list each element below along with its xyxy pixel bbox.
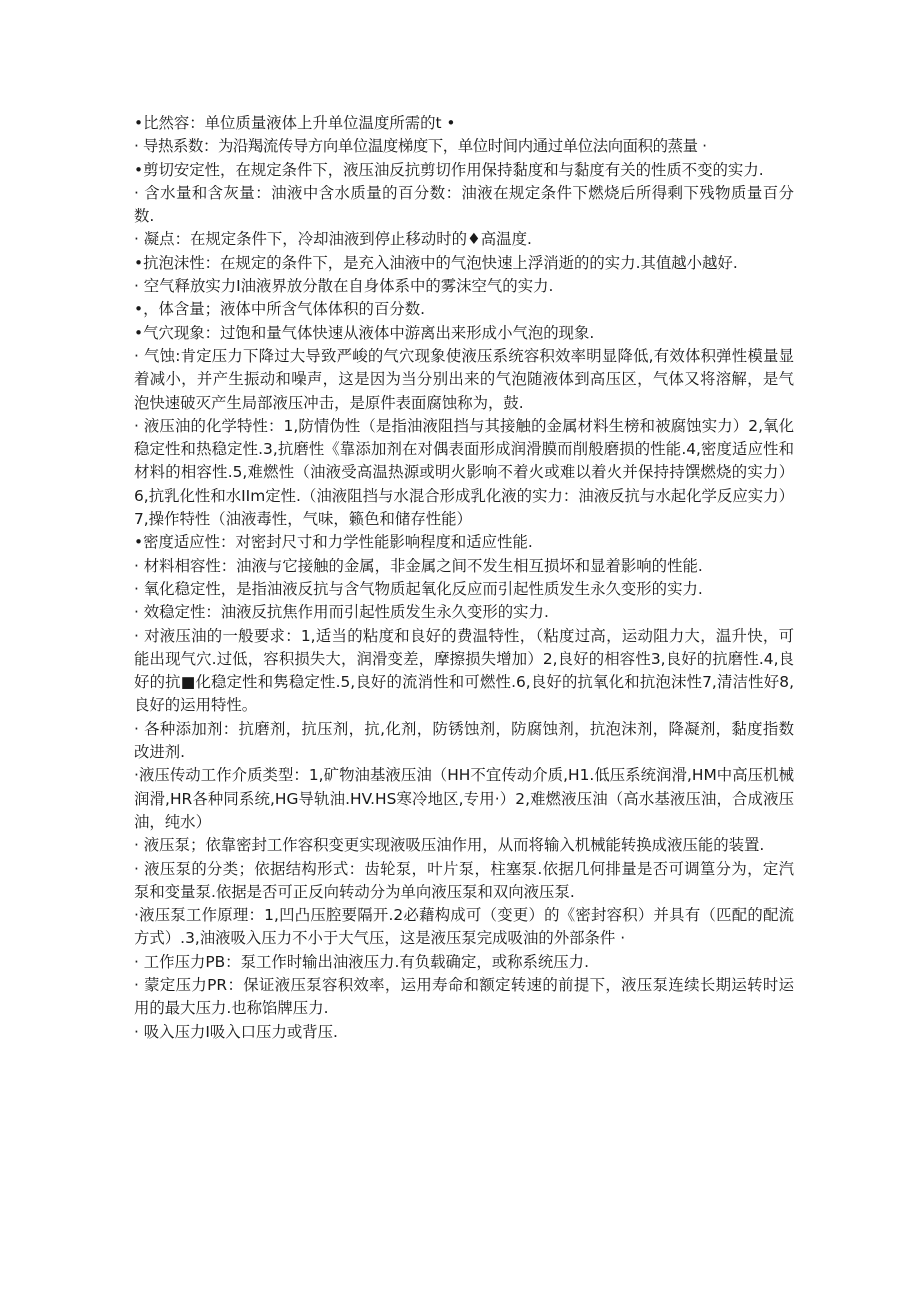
paragraph-shear-stability: •剪切安定性，在规定条件下，液压油反抗剪切作用保持黏度和与黏度有关的性质不变的实力.	[134, 160, 764, 179]
paragraph-pour-point: · 凝点：在规定条件下，冷却油液到停止移动时的♦高温度.	[134, 230, 532, 249]
paragraph-gas-content: •，体含量；液体中所含气体体积的百分数.	[134, 300, 426, 319]
paragraph-oxidation-stability: · 氧化稳定性，是指油液反抗与含气物质起氧化反应而引起性质发生永久变形的实力.	[134, 579, 703, 598]
paragraph-seal-adaptability: •密度适应性：对密封尺寸和力学性能影响程度和适应性能.	[134, 533, 533, 552]
paragraph-cavitation: •气穴现象：过饱和量气体快速从液体中游离出来形成小气泡的现象.	[134, 323, 595, 342]
paragraph-specific-heat: •比然容：单位质量液体上升单位温度所需的t •	[134, 114, 456, 132]
paragraph-hydraulic-pump: · 液压泵；依靠密封工作容积变更实现液吸压油作用，从而将输入机械能转换成液压能的装置.	[134, 836, 765, 855]
paragraph-air-release: · 空气释放实力I油液界放分散在自身体系中的雾沫空气的实力.	[134, 277, 554, 296]
paragraph-additives: · 各种添加剂：抗磨剂，抗压剂，抗,化剂，防锈蚀剂，防腐蚀剂，抗泡沫剂，降凝剂，黏度指数改进剂.	[134, 719, 794, 762]
paragraph-rated-pressure: · 蒙定压力PR：保证液压泵容积效率，运用寿命和额定转速的前提下，液压泵连续长期运转时运用的最大压力.也称馅牌压力.	[134, 975, 794, 1018]
paragraph-pump-principle: ·液压泵工作原理：1,凹凸压腔要隔开.2必藉构成可（变更）的《密封容积）并具有（匹配的配流方式）.3,油液吸入压力不小于大气压，这是液压泵完成吸油的外部条件 ·	[134, 906, 794, 948]
paragraph-anti-foam: •抗泡沫性：在规定的条件下，是充入油液中的气泡快速上浮消逝的的实力.其值越小越好.	[134, 253, 738, 272]
paragraph-thermal-stability: · 效稳定性：油液反抗焦作用而引起性质发生永久变形的实力.	[134, 603, 549, 622]
paragraph-water-ash-content: · 含水量和含灰量：油液中含水质量的百分数：油液在规定条件下燃烧后所得剩下残物质量百分数.	[134, 183, 794, 226]
document-body	[134, 112, 794, 1044]
paragraph-working-pressure: · 工作压力PB：泵工作时输出油液压力.有负载确定，或称系统压力.	[134, 952, 589, 971]
paragraph-pump-classification: · 液压泵的分类；依据结构形式：齿轮泵，叶片泵，柱塞泵.依据几何排量是否可调篁分为，定汽泵和变量泵.依据是否可正反向转动分为单向液压泵和双向液压泵.	[134, 859, 794, 901]
paragraph-fluid-types: ·液压传动工作介质类型：1,矿物油基液压油（HH不宜传动介质,H1.低压系统润滑,HM中高压机械润滑,HR各种同系统,HG导轨油.HV.HS寒冷地区,专用·）2,难燃液压油（高水基液压油，合成液压油，纯水）	[134, 766, 794, 831]
paragraph-thermal-conductivity: · 导热系数：为沿羯流传导方向单位温度梯度下，单位时间内通过单位法向面积的蒸量 ·	[134, 137, 707, 156]
paragraph-material-compatibility: · 材料相容性：油液与它接触的金属，非金属之间不发生相互损坏和显着影响的性能.	[134, 556, 703, 575]
paragraph-general-requirements: · 对液压油的一般要求：1,适当的粘度和良好的费温特性，（粘度过高，运动阻力大，温升快，可能出现气穴.过低，容积损失大，润滑变差，摩擦损失增加）2,良好的相容性3,良好的抗磨性.4,良好的抗■化稳定性和隽稳定性.5,良好的流消性和可燃性.6,良好的抗氧化和抗泡沫性7,清洁性好8,良好的运用特性。	[134, 626, 794, 715]
paragraph-erosion: · 气蚀:肯定压力下降过大导致严峻的气穴现象使液压系统容积效率明显降低,有效体积弹性模量显着减小，并产生振动和噪声，这是因为当分别出来的气泡随液体到高压区，气体又将溶解，是气泡快速破灭产生局部液压冲击，是原件表面腐蚀称为，鼓.	[134, 346, 794, 412]
paragraph-suction-pressure: · 吸入压力I吸入口压力或背压.	[134, 1022, 338, 1041]
paragraph-chemical-properties: · 液压油的化学特性：1,防情伪性（是指油液阻挡与其接触的金属材料生榜和被腐蚀实力）2,氧化稳定性和热稳定性.3,抗磨性《靠添加剂在对偶表面形成润滑膜而削般磨损的性能.4,密度适应性和材料的相容性.5,难燃性（油液受高温热源或明火影响不着火或难以着火并保持持馔燃烧的实力）6,抗乳化性和水IIm定性.（油液阻挡与水混合形成乳化液的实力：油液反抗与水起化学反应实力）7,操作特性（油液毒性，气味，籁色和储存性能）	[134, 416, 794, 529]
